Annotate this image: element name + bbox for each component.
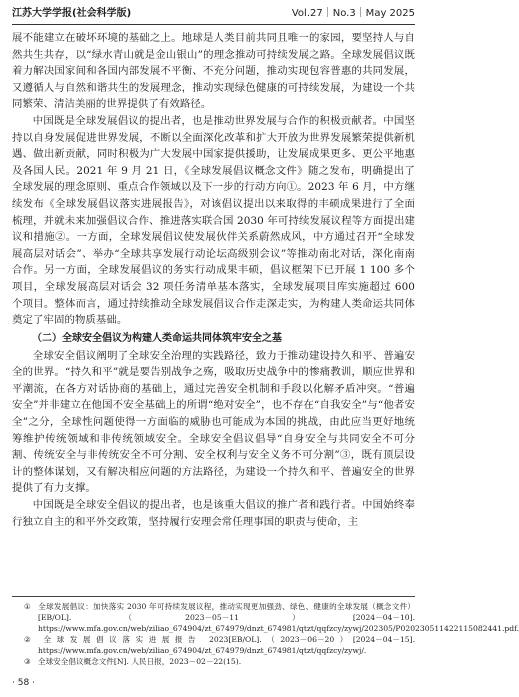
page-number: · 58 ·: [12, 678, 35, 688]
footnote-text: 全球安全倡议概念文件[N]. 人民日报，2023－02－22(15).: [38, 657, 242, 666]
footnote-mark: ③: [24, 657, 31, 666]
paragraph-security-initiative: 全球安全倡议阐明了全球安全治理的实践路径，致力于推动建设持久和平、普遍安全的世界。“持久和平”就是要告别战争之殇，吸取历史战争中的惨痛教训，顺应世界和平潮流，在各方对话协商的基础上，通过完善安全机制和手段以化解矛盾冲突。“普遍安全”并非建立在他国不安全基础上的所谓“绝对安全”，也不存在“自我安全”与“他者安全”之分，全球性问题使得一方面临的威胁也可能成为本国的挑战，由此应当更好地统筹维护传统领域和非传统领域安全。全球安全倡议倡导“自身安全与共同安全不可分割、传统安全与非传统安全不可分割、安全权利与安全义务不可分割”③，既有顶层设计的整体谋划，又有解决相应问题的方法路径，为建设一个持久和平、普遍安全的世界提供了有力支撑。: [12, 349, 415, 495]
footnote: [12, 601, 519, 634]
paragraph-continued: 展不能建立在破坏环境的基础之上。地球是人类目前共同且唯一的家园，要坚持人与自然共生共存，以“绿水青山就是金山银山”的理念推动可持续发展之路。全球发展倡议既着力解决国家间和各国内部发展不平衡、不充分问题，推动实现包容普惠的共同发展，又遵循人与自然和谐共生的发展理念，推动实现绿色健康的可持续发展，为建设一个共同繁荣、清洁美丽的世界提供了有效路径。: [12, 32, 415, 111]
footnote-text: 全球发展倡议：加快落实 2030 年可持续发展议程，推动实现更加强劲、绿色、健康的全球发展（概念文件）[EB/OL].（2023－05－11）[2024－04－10]. https://www.mfa.gov.cn/web/ziliao_674904/zt_674979/dnzt_674981/qtzt/qqfzcy/zywj/202305/P020230511422115082441.pdf.: [38, 602, 519, 633]
footnote-mark: ②: [24, 635, 31, 644]
footnote-text: 全球发展倡议落实进展报告 2023[EB/OL].（2023－06－20）[2024－04－15]. https://www.mfa.gov.cn/web/ziliao_674904/zt_674979/dnzt_674981/qtzt/qqfzcy/zywj/.: [38, 635, 415, 655]
issue-info: Vol.27｜No.3｜May 2025: [291, 8, 415, 19]
footnote: [12, 634, 415, 656]
journal-title: 江苏大学学报(社会科学版): [12, 8, 132, 19]
section-subheading: （二）全球安全倡议为构建人类命运共同体筑牢安全之基: [32, 332, 282, 344]
paragraph-development: 中国既是全球发展倡议的提出者，也是推动世界发展与合作的积极贡献者。中国坚持以自身发展促进世界发展，不断以全面深化改革和扩大开放为世界发展繁荣提供新机遇、做出新贡献，同时积极为广大发展中国家提供援助，让发展成果更多、更公平地惠及各国人民。2021 年 9 月 21 日，《全球发展倡议概念文件》随之发布，明确提出了全球发展的理念原则、重点合作领域以及下一步的行动方向①。2023 年 6 月，中方继续发布《全球发展倡议落实进展报告》，对该倡议提出以来取得的丰硕成果进行了全面梳理，并就未来加强倡议合作、推进落实联合国 2030 年可持续发展议程等方面提出建议和措施②。一方面，全球发展倡议使发展伙伴关系蔚然成风，中方通过召开“全球发展高层对话会”、举办“全球共享发展行动论坛高级别会议”等推动南北对话，深化南南合作。另一方面，全球发展倡议的务实行动成果丰硕，倡议框架下已开展 1 100 多个项目，全球发展高层对话会 32 项任务清单基本落实，全球发展项目库实施超过 600 个项目。整体而言，通过持续推动全球发展倡议合作走深走实，为构建人类命运共同体奠定了牢固的物质基础。: [12, 114, 415, 327]
footnote-mark: ①: [24, 602, 31, 611]
article-body: [12, 25, 415, 530]
footnotes: [12, 596, 519, 667]
footnote: [12, 656, 415, 667]
paragraph-china-security: 中国既是全球安全倡议的提出者，也是该重大倡议的推广者和践行者。中国始终奉行独立自主的和平外交政策，坚持履行安理会常任理事国的职责与使命，主: [12, 499, 415, 528]
running-header: [12, 0, 415, 25]
